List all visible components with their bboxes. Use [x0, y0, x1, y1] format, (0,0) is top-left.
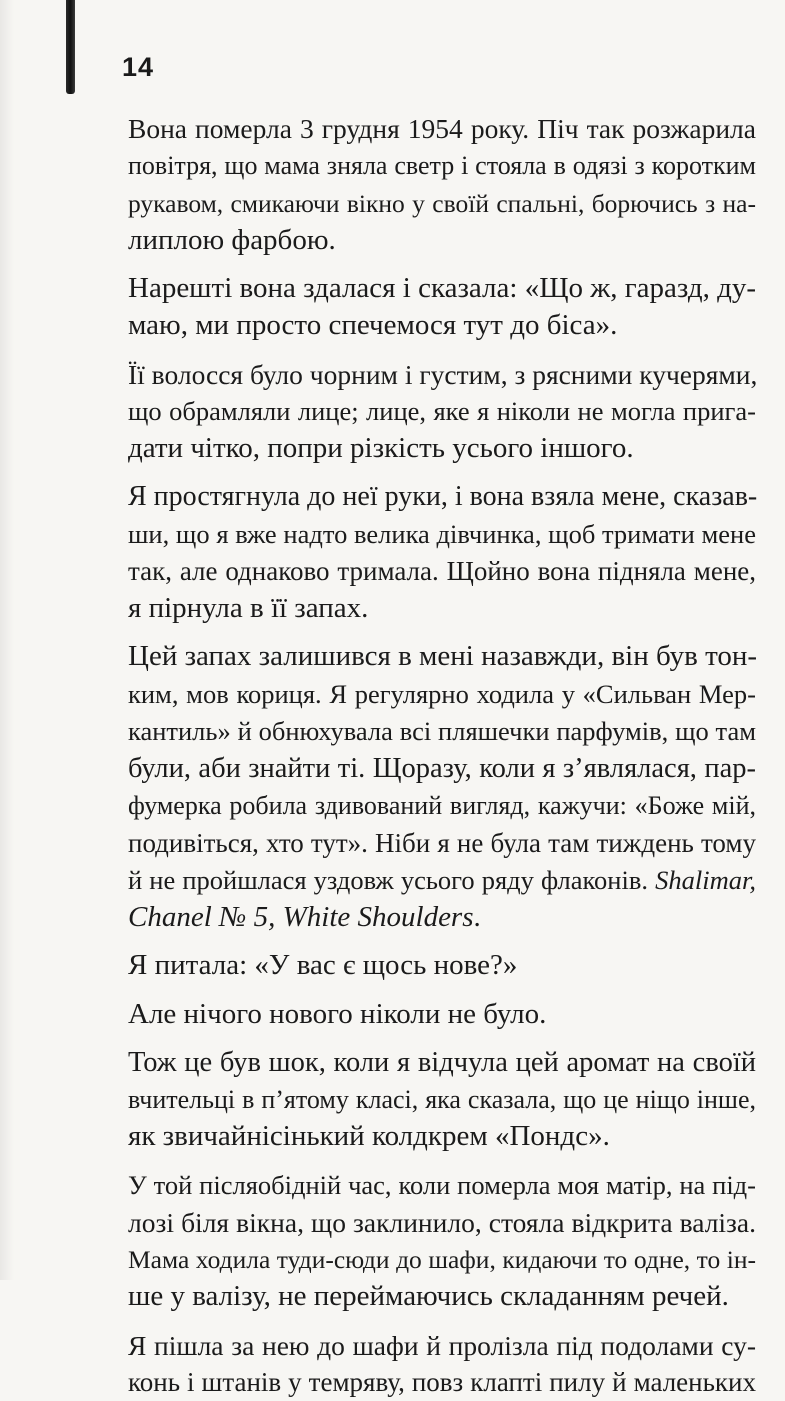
- text-line: рукавом, смикаючи вікно у своїй спальні, борючись з на-: [128, 188, 756, 218]
- text-line: повітря, що мама зняла светр і стояла в одязі з коротким: [128, 151, 756, 181]
- text-line: Нарешті вона здалася і сказала: «Що ж, гаразд, ду-: [128, 272, 756, 304]
- text-line: вчительці в п’ятому класі, яка сказала, що це ніщо інше,: [128, 1085, 756, 1114]
- text-line: Мама ходила туди-сюди до шафи, кидаючи то одне, то ін-: [128, 1245, 756, 1274]
- text-line: лозі біля вікна, що заклинило, стояла відкрита валіза.: [128, 1206, 756, 1238]
- text-line: ше у валізу, не переймаючись складанням речей.: [128, 1280, 729, 1313]
- text-line: Тож це був шок, коли я відчула цей аромат на своїй: [128, 1046, 756, 1078]
- body-text: [128, 110, 756, 1401]
- text-line: подивіться, хто тут». Ніби я не була там тиждень тому: [128, 827, 756, 858]
- text-line: Цей запах залишився в мені назавжди, він був тон-: [128, 640, 758, 673]
- text-line: так, але однаково тримала. Щойно вона підняла мене,: [128, 555, 756, 586]
- text-line: я пірнула в її запах.: [128, 592, 369, 624]
- text-line: конь і штанів у темряву, повз клапті пилу й маленьких: [128, 1366, 756, 1397]
- text-line: Я питала: «У вас є щось нове?»: [128, 949, 518, 982]
- text-line: маю, ми просто спечемося тут до біса».: [128, 309, 618, 342]
- text-line: Вона померла 3 грудня 1954 року. Піч так розжарила: [128, 113, 756, 144]
- text-line: У той післяобідній час, коли померла моя матір, на під-: [128, 1169, 756, 1200]
- text-line: Її волосся було чорним і густим, з рясними кучерями,: [128, 358, 758, 390]
- italic-brand-names: Chanel № 5, White Shoulders: [128, 901, 474, 933]
- text-line: ши, що я вже надто велика дівчинка, щоб тримати мене: [128, 518, 756, 549]
- page-edge-shadow: [0, 0, 14, 1280]
- text-line: кантиль» й обнюхувала всі пляшечки парфумів, що там: [128, 715, 756, 746]
- text-line: Але нічого нового ніколи не було.: [128, 997, 547, 1030]
- text-line: фумерка робила здивований вигляд, кажучи: «Боже мій,: [128, 791, 756, 821]
- text-segment: й не пройшлася уздовж усього ряду флаконів.: [128, 864, 656, 895]
- book-spine-edge: [66, 0, 75, 94]
- text-line: Я пішла за нею до шафи й пролізла під подолами су-: [128, 1329, 756, 1361]
- text-line: липлою фарбою.: [128, 223, 336, 256]
- text-line: що обрамляли лице; лице, яке я ніколи не могла пригa-: [128, 395, 756, 426]
- text-segment: .: [473, 901, 481, 933]
- text-line: Я простягнула до неї руки, і вона взяла мене, сказав-: [128, 481, 758, 513]
- page-number: 14: [122, 52, 155, 82]
- text-line-mixed: [128, 899, 756, 936]
- text-line: були, аби знайти ті. Щоразу, коли я з’являлася, пар-: [128, 753, 756, 784]
- italic-brand-name: Shalimar,: [655, 864, 756, 895]
- text-line-mixed: [128, 862, 756, 899]
- text-line: як звичайнісінький колдкрем «Пондс».: [128, 1120, 610, 1153]
- text-line: ким, мов кориця. Я регулярно ходила у «Сильван Мер-: [128, 678, 756, 709]
- text-line: дати чітко, попри різкість усього іншого.: [128, 432, 634, 464]
